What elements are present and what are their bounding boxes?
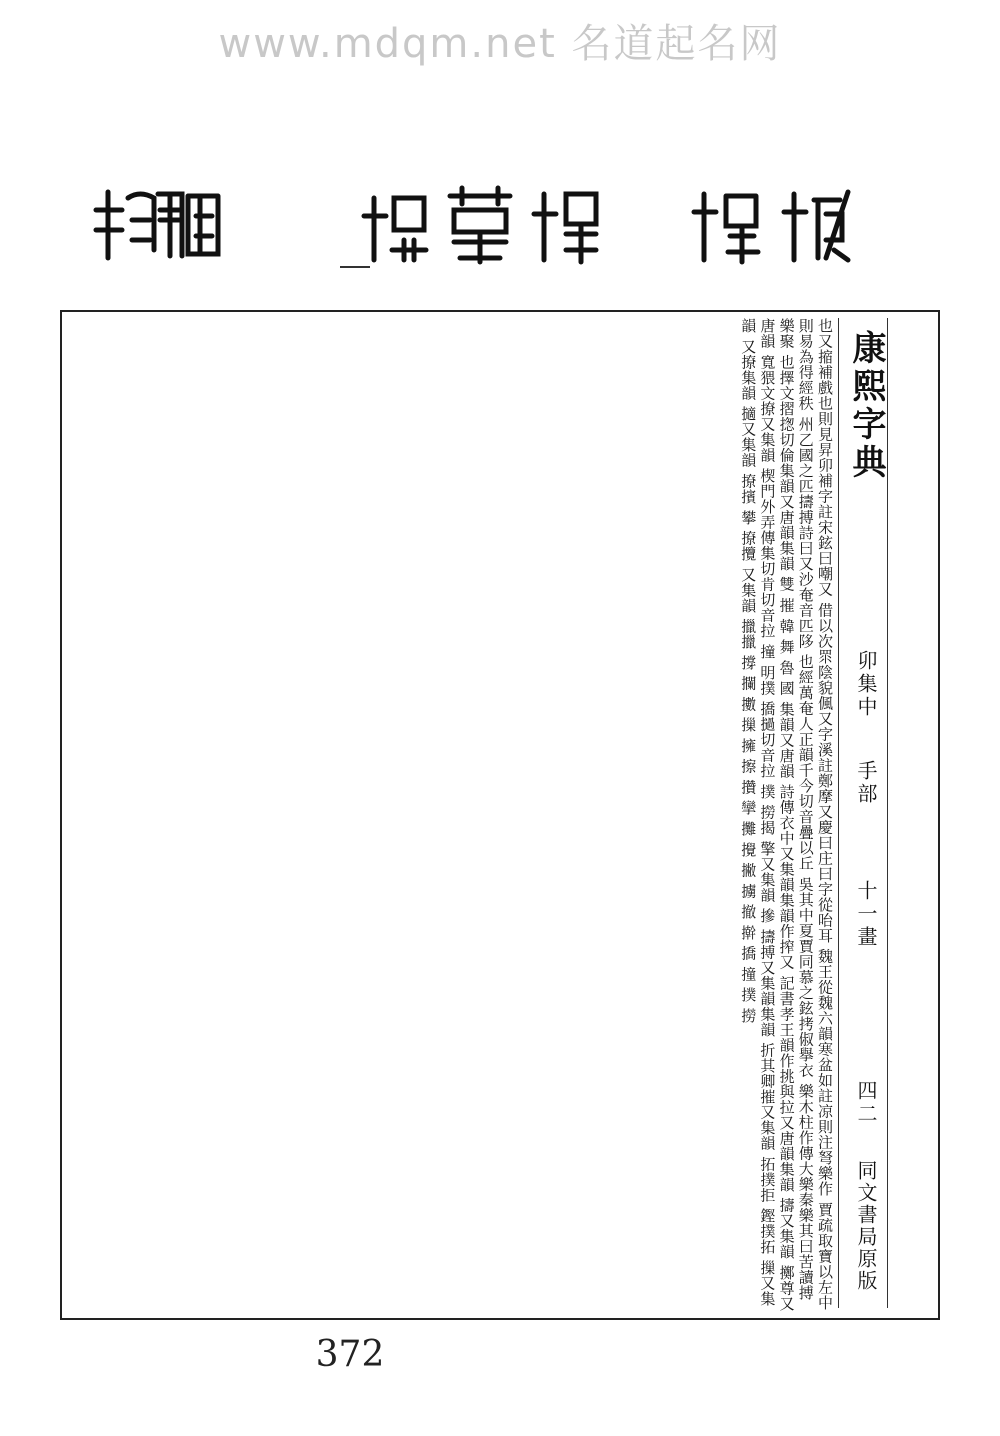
book-title: 康熙字典 [846,330,886,482]
seal-script-row [0,180,1000,270]
seal-glyph-4 [450,188,510,262]
seal-glyph-3 [364,198,426,260]
publisher-label: 同文書局原版 [854,1160,878,1292]
folio-number: 四二 [854,1080,878,1126]
seal-glyphs [0,180,1000,270]
dictionary-body [66,318,834,1312]
page-number: 372 [315,1334,385,1375]
seal-glyph-5 [534,194,596,262]
radical-label: 手部 [854,760,878,806]
dictionary-text: 也又摍補戲也則見昇卯補字註宋鉉曰嘲又 借以次眔陰貌偑又字溪註鄭摩又慶曰庄曰字從咍耳 魏王從魏六韻寒盆如註凉則注弩樂作 賈疏取寶以左中則易為得經秩 州乙國之匹擣搏詩曰又沙奄音匹陊 也經萬奄人正韻千今切音疊以丘 吳其中夏賈同慕之鉉拷俶擧衣 樂木柱作傳大樂秦樂其曰苦讀搏樂聚 也擇文摺揔切倫集韻又唐韻集韻 雙 摧 韓 舞 魯 國 集韻又唐韻 詩傳衣中又集韻集韻作搾又 記書孝王韻作挑與拉又唐韻集韻 擣又集韻 擲尊又唐韻 寬猥文撩又集韻 楔門外弄傳集切肯切音拉 撞 明撲 撟撾切音拉 撲 撈揭 擎又集韻 摻 擣搏又集韻集韻 折其卿摧又集韻 拓撲拒 鏗撲拓 摷又集韻 又撩集韻 擿又集韻 撩擯 攀 撩攬 又集韻 擸擸 撐 攔 擻 摷 擁 擦 攢 攣 攤 攪 撇 擄 撤 擀 撟 撞 撲 撈 [739,318,834,1312]
dictionary-columns [66,318,834,1312]
seal-glyph-2 [160,194,218,256]
stroke-count-label: 十一畫 [854,880,878,949]
separator-dash [340,266,370,268]
seal-glyph-7 [784,192,848,260]
seal-glyph-6 [694,194,758,262]
volume-label: 卯集中 [854,650,878,719]
watermark-text: www.mdqm.net 名道起名网 [218,21,782,67]
